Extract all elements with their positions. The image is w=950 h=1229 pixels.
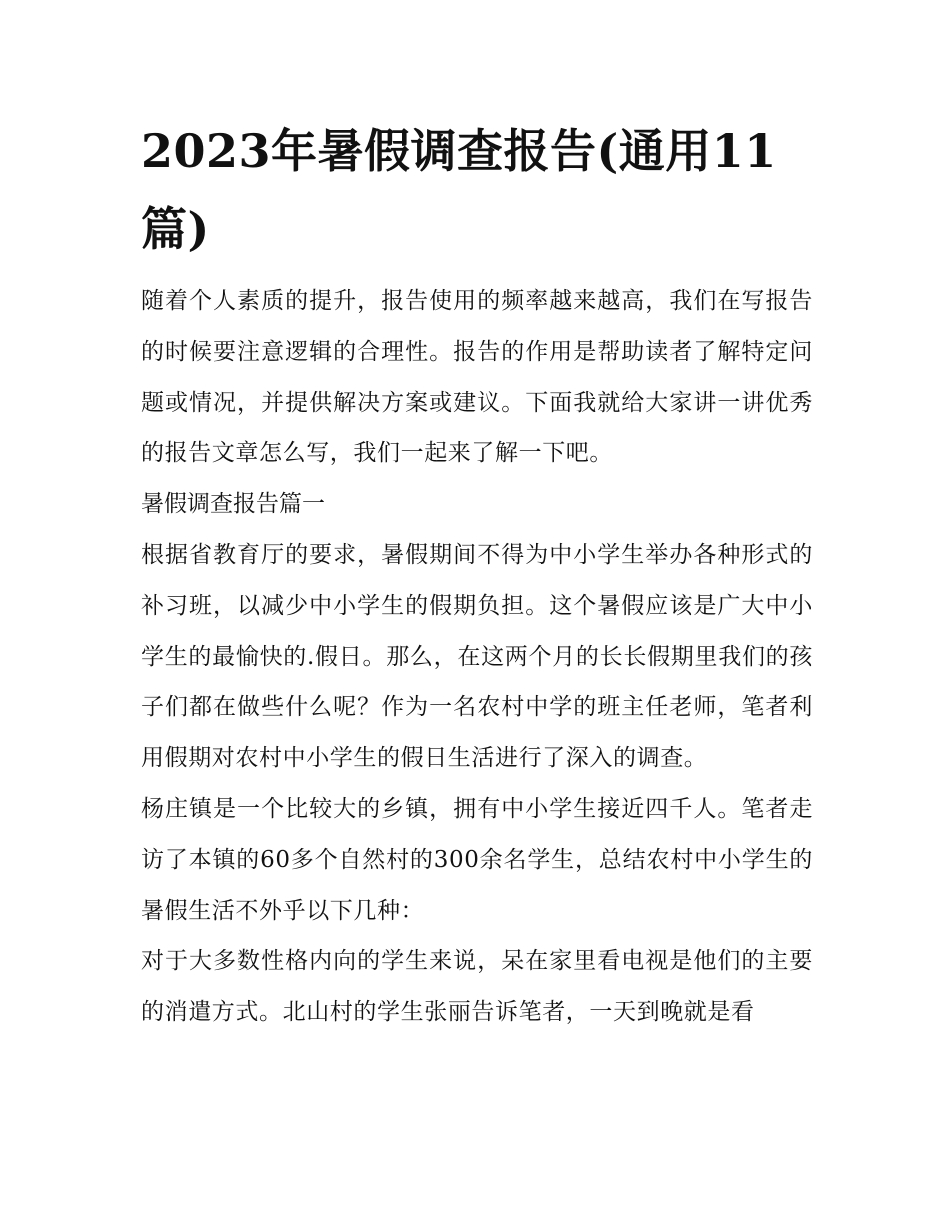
section-paragraph: 对于大多数性格内向的学生来说，呆在家里看电视是他们的主要的消遣方式。北山村的学生张丽告诉笔者，一天到晚就是看 bbox=[141, 948, 813, 1026]
section-heading: 暑假调查报告篇一 bbox=[141, 491, 325, 518]
section-paragraph: 根据省教育厅的要求，暑假期间不得为中小学生举办各种形式的补习班，以减少中小学生的假期负担。这个暑假应该是广大中小学生的最愉快的.假日。那么，在这两个月的长长假期里我们的孩子们都在做些什么呢？作为一名农村中学的班主任老师，笔者利用假期对农村中小学生的假日生活进行了深入的调查。 bbox=[141, 541, 813, 772]
document-content bbox=[141, 112, 813, 1038]
document-title: 2023年暑假调查报告(通用11篇) bbox=[141, 124, 777, 256]
document-body bbox=[141, 276, 813, 1038]
section-paragraph: 杨庄镇是一个比较大的乡镇，拥有中小学生接近四千人。笔者走访了本镇的60多个自然村的300余名学生，总结农村中小学生的暑假生活不外乎以下几种： bbox=[141, 795, 813, 924]
intro-paragraph: 随着个人素质的提升，报告使用的频率越来越高，我们在写报告的时候要注意逻辑的合理性。报告的作用是帮助读者了解特定问题或情况，并提供解决方案或建议。下面我就给大家讲一讲优秀的报告文章怎么写，我们一起来了解一下吧。 bbox=[141, 288, 813, 467]
